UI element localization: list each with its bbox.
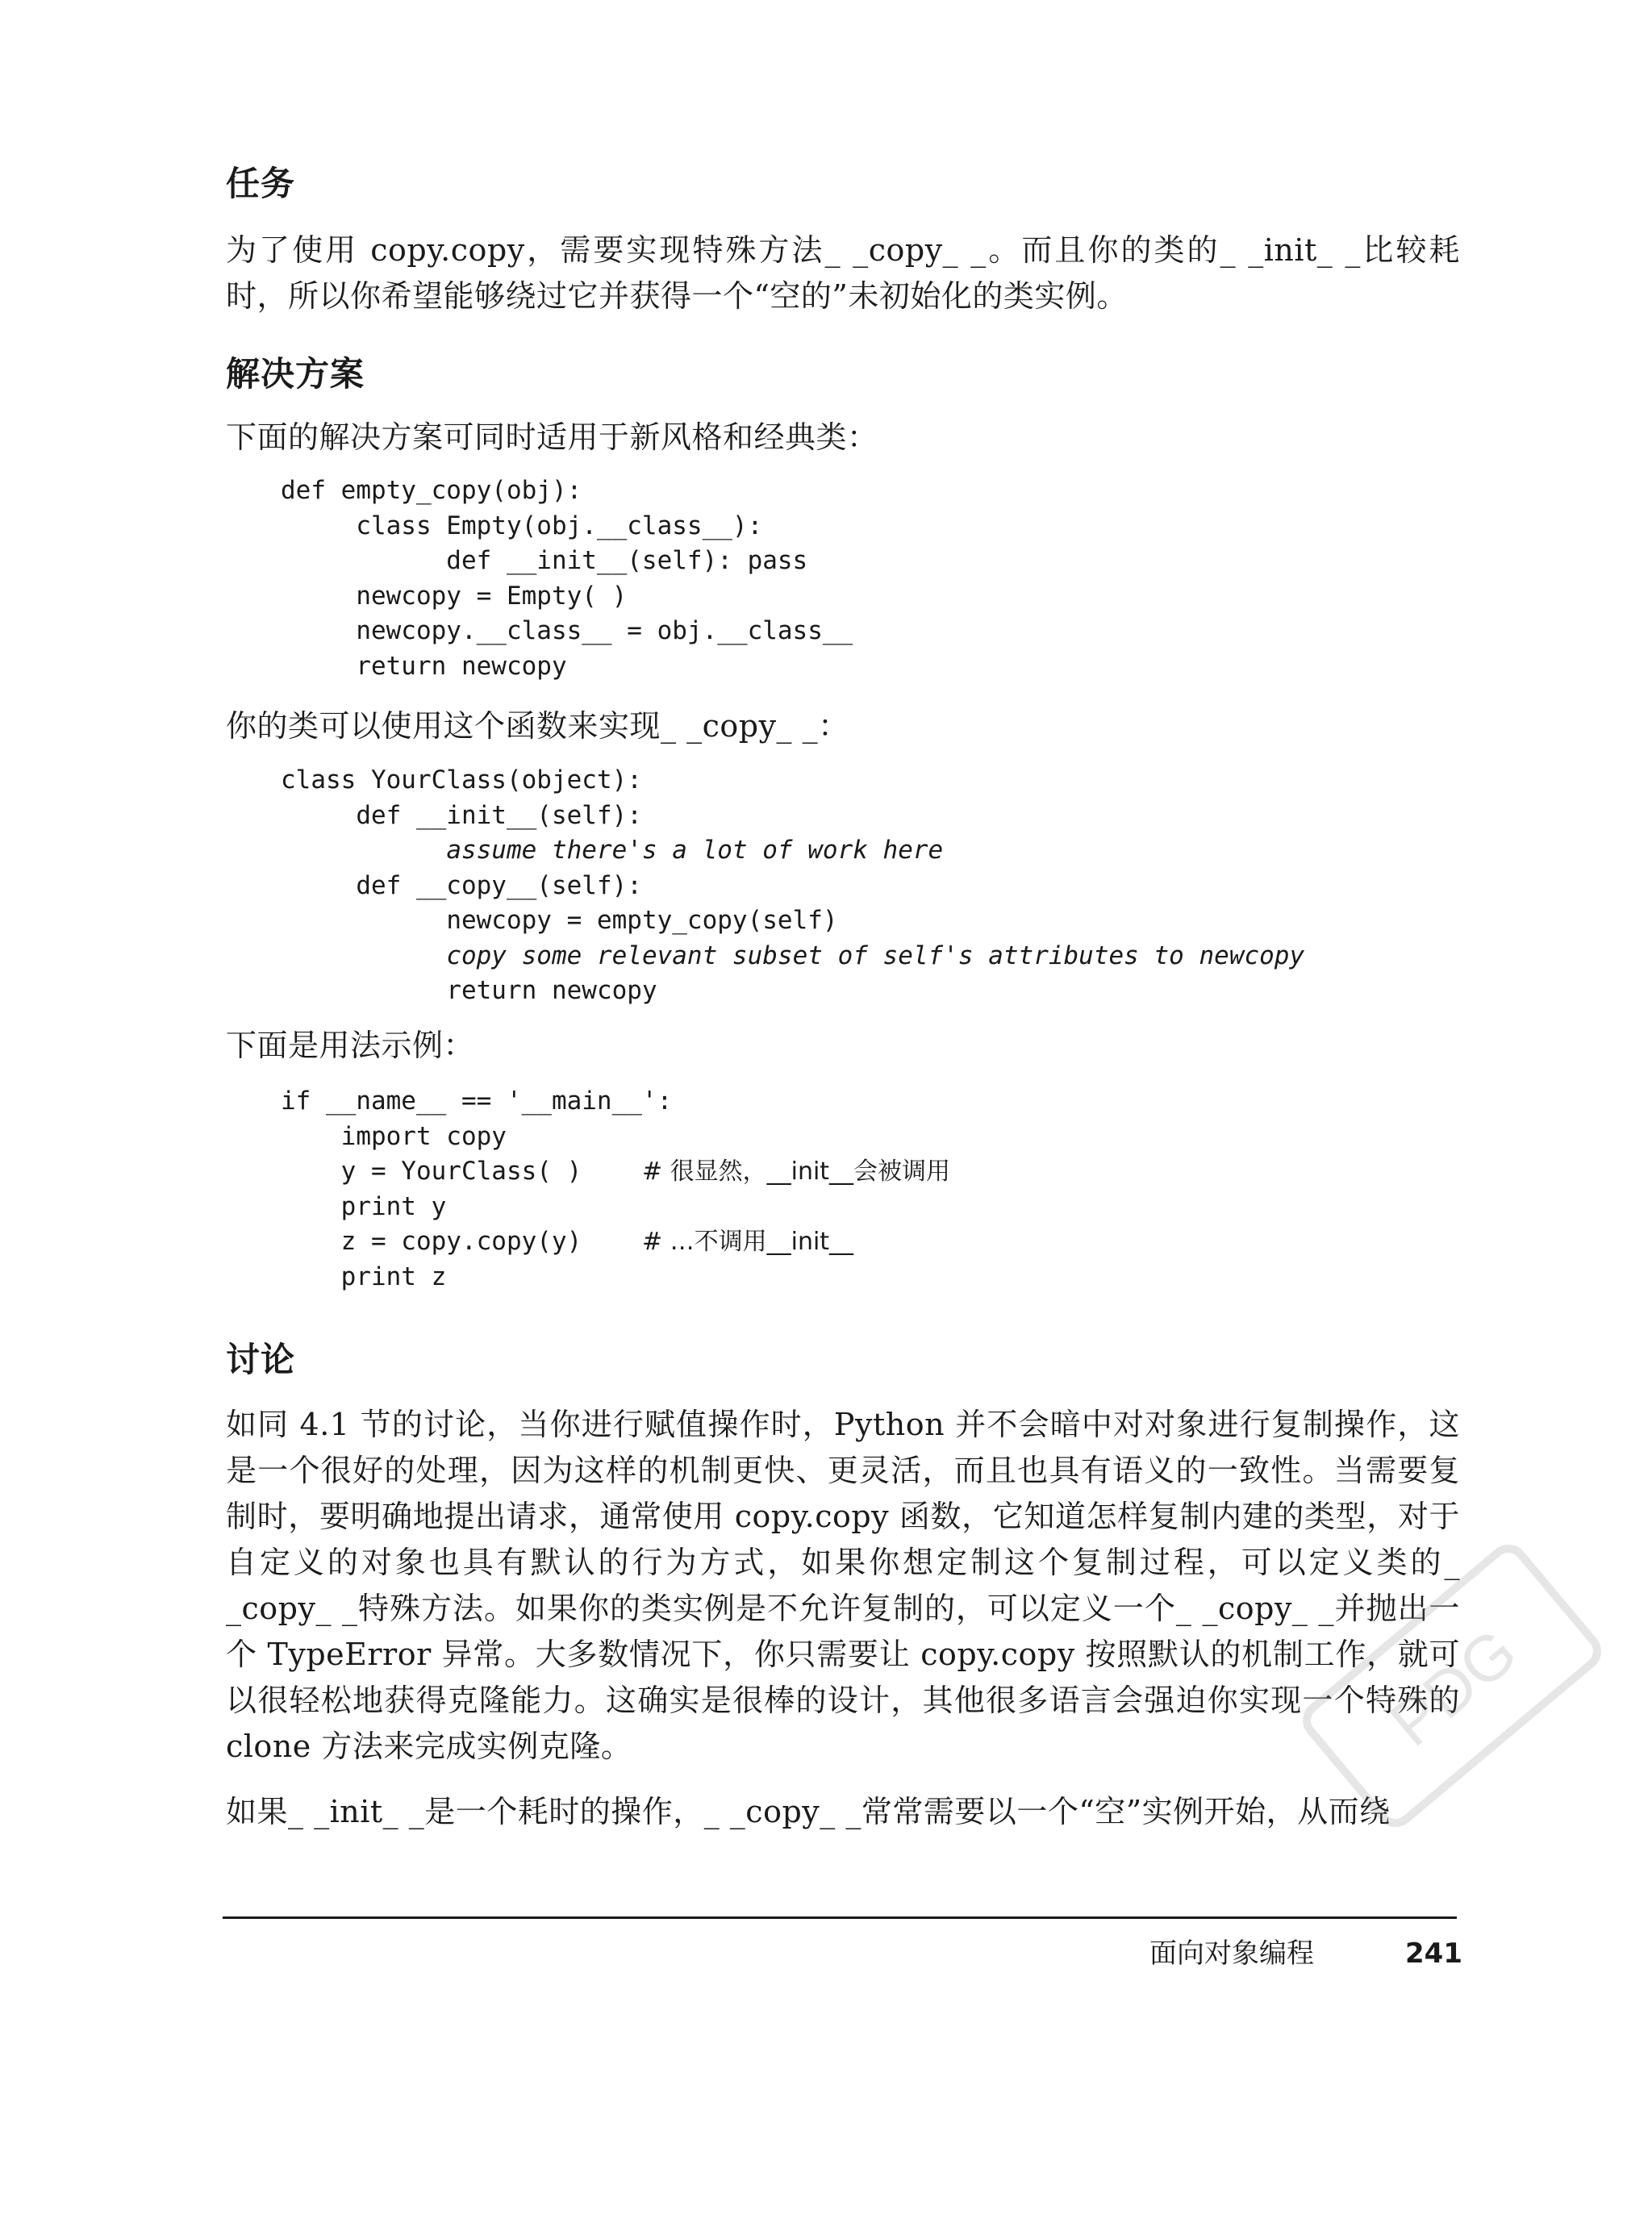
page-number: 241 (1405, 1937, 1462, 1970)
code-comment: # …不调用__init__ (641, 1228, 854, 1256)
code-line: return newcopy (281, 651, 567, 681)
code-line: newcopy = Empty( ) (281, 581, 628, 611)
code-line (281, 869, 1304, 904)
code-text: def __copy__(self): (356, 870, 642, 900)
code-placeholder-text: assume there's a lot of work here (446, 836, 944, 865)
code-line (281, 1224, 950, 1260)
code-line: def __init__(self): pass (281, 546, 808, 575)
code-line (281, 799, 1304, 834)
code-line: class Empty(obj.__class__): (281, 511, 763, 540)
code-line (281, 763, 1304, 799)
code-text: print z (281, 1262, 447, 1291)
code-line (281, 1260, 950, 1295)
code-line (281, 903, 1304, 939)
code-text: newcopy = empty_copy(self) (446, 906, 838, 935)
footer-rule (223, 1916, 1457, 1919)
task-heading: 任务 (226, 164, 296, 203)
code-text: if __name__ == '__main__': (281, 1086, 673, 1116)
code-line: def empty_copy(obj): (281, 476, 582, 505)
solution-intro: 下面的解决方案可同时适用于新风格和经典类： (226, 419, 878, 455)
code-line (281, 974, 1304, 1009)
code-line (281, 1190, 950, 1225)
code-line (281, 1120, 950, 1155)
watermark-text: PDG (1376, 1615, 1530, 1760)
code-line: newcopy.__class__ = obj.__class__ (281, 616, 853, 645)
code-text: return newcopy (446, 976, 657, 1005)
code-line (281, 833, 1304, 869)
code-text: print y (281, 1191, 447, 1221)
discussion-paragraph-1: 如同 4.1 节的讨论，当你进行赋值操作时，Python 并不会暗中对对象进行复制操作，这是一个很好的处理，因为这样的机制更快、更灵活，而且也具有语义的一致性。当需要复制时，要明确地提出请求，通常使用 copy.copy 函数，它知道怎样复制内建的类型，对于自定义的对象也具有默认的行为方式，如果你想定制这个复制过程，可以定义类的_ _copy_ _特殊方法。如果你的类实例是不允许复制的，可以定义一个_ _copy_ _并抛出一个 TypeError 异常。大多数情况下，你只需要让 copy.copy 按照默认的机制工作，就可以很轻松地获得克隆能力。这确实是很棒的设计，其他很多语言会强迫你实现一个特殊的 clone 方法来完成实例克隆。 (226, 1407, 1460, 1764)
code-text: import copy (281, 1121, 507, 1151)
task-paragraph: 为了使用 copy.copy，需要实现特殊方法_ _copy_ _。而且你的类的_ _init_ _比较耗时，所以你希望能够绕过它并获得一个“空的”未初始化的类实例。 (226, 232, 1460, 314)
code-text: y = YourClass( ) (281, 1157, 642, 1186)
code-text: def __init__(self): (356, 800, 642, 830)
code-line (281, 1084, 950, 1120)
code-line (281, 939, 1304, 974)
discussion-heading: 讨论 (226, 1340, 296, 1379)
solution-heading: 解决方案 (226, 354, 365, 394)
discussion-paragraph-2: 如果_ _init_ _是一个耗时的操作，_ _copy_ _常常需要以一个“空”实例开始，从而绕 (226, 1794, 1391, 1829)
code-block-your-class (281, 763, 1304, 1009)
usage-intro: 下面是用法示例： (226, 1028, 475, 1063)
code-placeholder-text: copy some relevant subset of self's attributes to newcopy (446, 940, 1305, 970)
code-block-usage (281, 1084, 950, 1295)
solution-mid-text: 你的类可以使用这个函数来实现_ _copy_ _： (226, 708, 849, 744)
code-block-empty-copy (281, 473, 853, 684)
code-line (281, 1154, 950, 1190)
code-text: z = copy.copy(y) (281, 1227, 642, 1256)
code-comment: # 很显然，__init__会被调用 (641, 1157, 951, 1186)
code-text: class YourClass(object): (281, 765, 642, 795)
footer-chapter-title: 面向对象编程 (1149, 1937, 1314, 1970)
